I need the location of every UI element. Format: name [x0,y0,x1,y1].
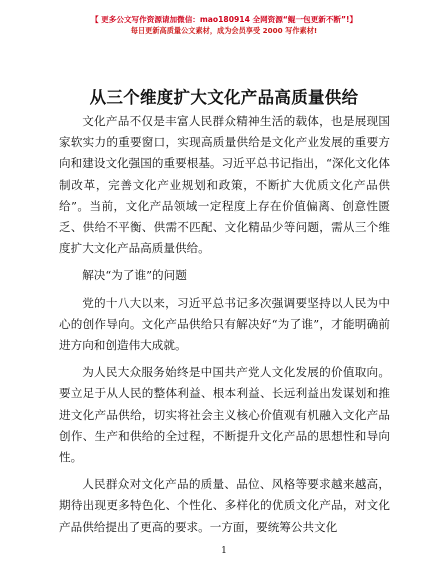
document-title: 从三个维度扩大文化产品高质量供给 [89,88,359,107]
promo-banner [0,14,448,36]
page-number: 1 [221,546,227,556]
promo-banner-line-1: 【 更多公文写作资源请加微信：mao180914 全网资源“鲲一包更新不断”!】 [90,15,358,24]
section-heading: 解决“为了谁”的问题 [82,268,187,283]
document-body [59,111,390,544]
paragraph-intro: 文化产品不仅是丰富人民群众精神生活的载体，也是展现国家软实力的重要窗口，实现高质量供给是文化产业发展的重要方向和建设文化强国的重要根基。习近平总书记指出，“深化文化体制改革，完善文化产业规划和政策，不断扩大优质文化产品供给”。当前，文化产品领域一定程度上存在价值偏离、创意性匮乏、供给不平衡、供需不匹配、文化精品少等问题，需从三个维度扩大文化产品高质量供给。 [59,114,390,256]
paragraph-3: 为人民大众服务始终是中国共产党人文化发展的价值取向。要立足于从人民的整体利益、根本利益、长远利益出发谋划和推进文化产品供给，切实将社会主义核心价值观有机融入文化产品创作、生产和供给的全过程，不断提升文化产品的思想性和导向性。 [59,365,390,465]
promo-banner-line-2: 每日更新高质量公文素材，成为会员享受 2000 写作素材! [130,26,318,35]
paragraph-4: 人民群众对文化产品的质量、品位、风格等要求越来越高，期待出现更多特色化、个性化、多样化的优质文化产品，对文化产品供给提出了更高的要求。一方面，要统筹公共文化 [59,477,390,534]
paragraph-2: 党的十八大以来，习近平总书记多次强调要坚持以人民为中心的创作导向。文化产品供给只有解决好“为了谁”，才能明确前进方向和创造伟大成就。 [59,295,390,353]
